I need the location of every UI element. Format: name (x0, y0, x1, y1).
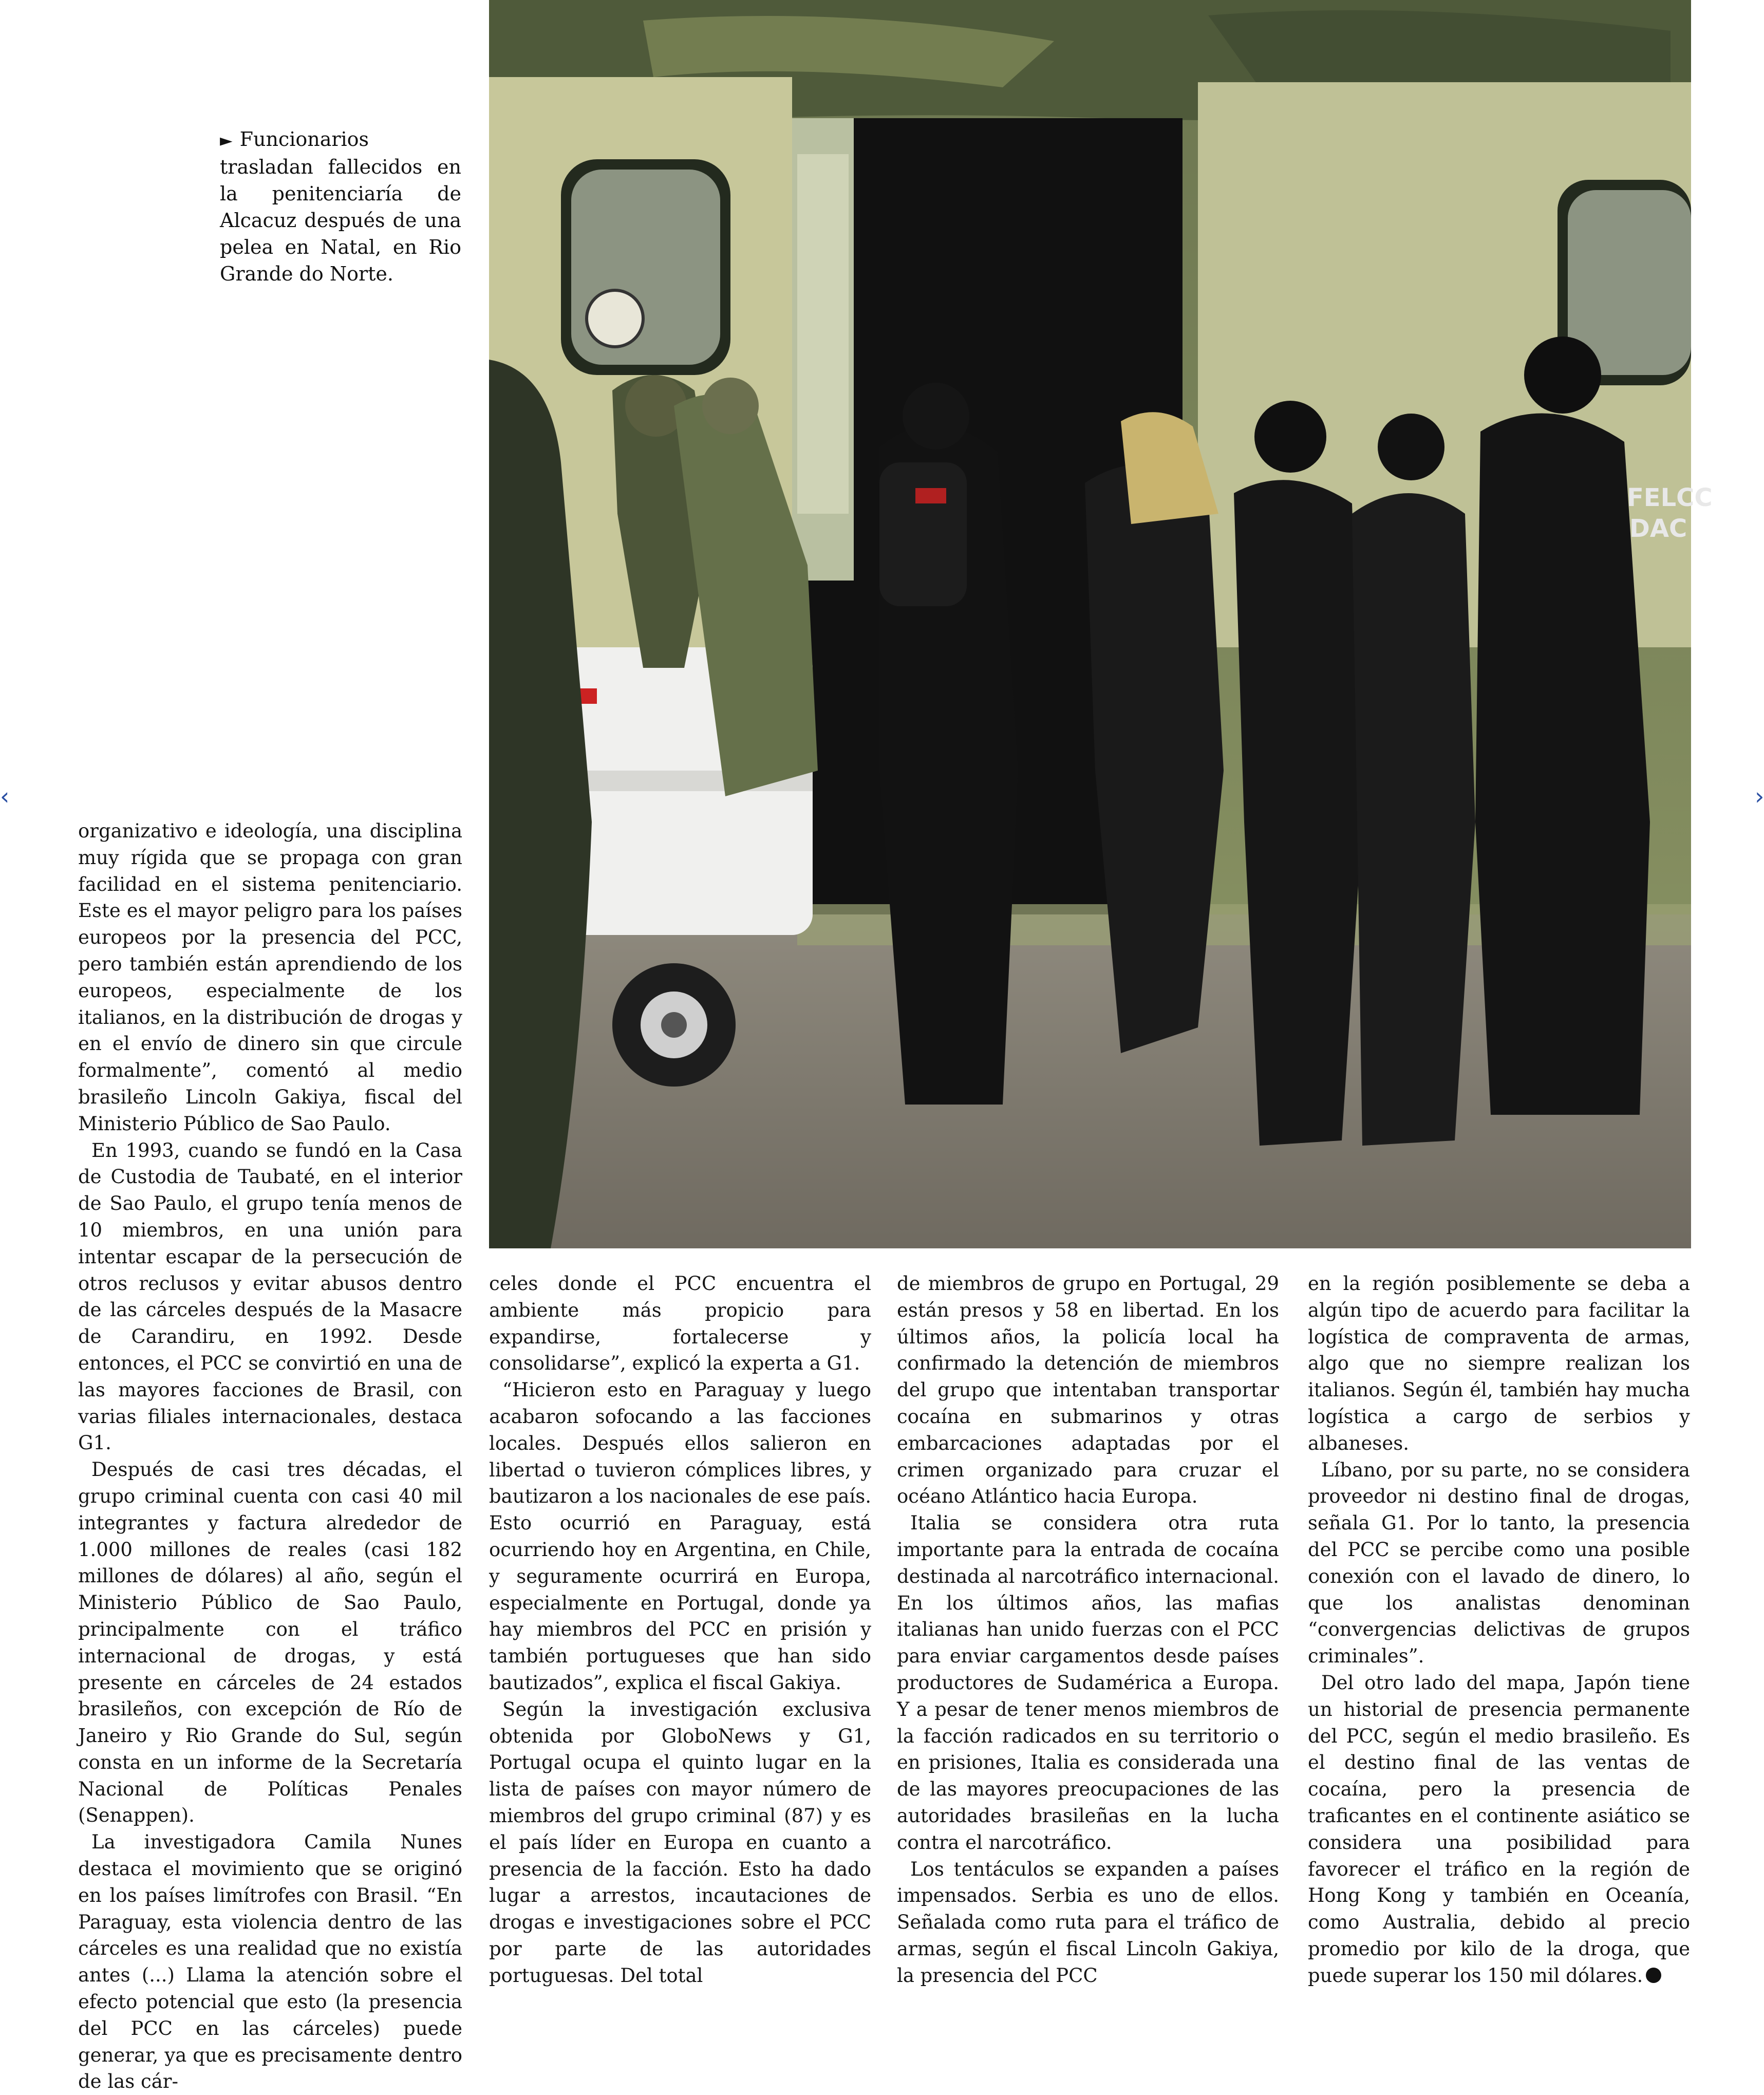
paragraph: La investigadora Camila Nunes destaca el movimiento que se originó en los países limítrofes con Brasil. “En Paraguay, esta violencia dentro de las cárceles es una realidad que no existía antes (...) Llama la atención sobre el efecto potencial que esto (la presencia del PCC en las cárceles) puede generar, ya que es precisamente dentro de las cár- (78, 1831, 462, 2093)
article-column-3 (897, 1270, 1279, 1989)
photo-caption (220, 126, 461, 287)
article-photo (489, 0, 1713, 1248)
paragraph: celes donde el PCC encuentra el ambiente más propicio para expandirse, fortalecerse y consolidarse”, explicó la experta a G1. (489, 1273, 871, 1375)
next-page-arrow[interactable] (1755, 781, 1764, 812)
paragraph: “Hicieron esto en Paraguay y luego acabaron sofocando a las facciones locales. Después ellos salieron en libertad o tuvieron cómplices libres, y bautizaron a los nacionales de ese país. Esto ocurrió en Paraguay, está ocurriendo hoy en Argentina, en Chile, y seguramente ocurrirá en Europa, especialmente en Portugal, donde ya hay miembros del PCC en prisión y también portugueses que han sido bautizados”, explica el fiscal Gakiya. (489, 1379, 871, 1694)
paragraph: Líbano, por su parte, no se considera proveedor ni destino final de drogas, señala G1. Por lo tanto, la presencia del PCC se percibe como una posible conexión con el lavado de dinero, lo que los analistas denominan “convergencias delictivas de grupos criminales”. (1308, 1458, 1690, 1668)
article-column-2 (489, 1270, 871, 1989)
helicopter-scene-illustration (489, 0, 1713, 1248)
paragraph: de miembros de grupo en Portugal, 29 están presos y 58 en libertad. En los últimos años, la policía local ha confirmado la detención de miembros del grupo que intentaban transportar cocaína en submarinos y otras embarcaciones adaptadas por el crimen organizado para cruzar el océano Atlántico hacia Europa. (897, 1273, 1279, 1508)
vest-text-line2: DAC (1629, 514, 1687, 543)
paragraph: Según la investigación exclusiva obtenida por GloboNews y G1, Portugal ocupa el quinto lugar en la lista de países con mayor número de miembros del grupo criminal (87) y es el país líder en Europa en cuanto a presencia de la facción. Esto ha dado lugar a arrestos, incautaciones de drogas e investigaciones sobre el PCC por parte de las autoridades portuguesas. Del total (489, 1698, 871, 1987)
paragraph: organizativo e ideología, una disciplina muy rígida que se propaga con gran facilidad en el sistema penitenciario. Este es el mayor peligro para los países europeos por la presencia del PCC, pero también están aprendiendo de los europeos, especialmente de los italianos, en la distribución de drogas y en el envío de dinero sin que circule formalmente”, comentó al medio brasileño Lincoln Gakiya, fiscal del Ministerio Público de Sao Paulo. (78, 820, 462, 1135)
chevron-left-icon: ‹ (0, 782, 10, 810)
paragraph: en la región posiblemente se deba a algún tipo de acuerdo para facilitar la logística de compraventa de armas, algo que no siempre realizan los italianos. Según él, también hay mucha logística a cargo de serbios y albaneses. (1308, 1273, 1690, 1454)
paragraph: Después de casi tres décadas, el grupo criminal cuenta con casi 40 mil integrantes y factura alrededor de 1.000 millones de reales (casi 182 millones de dólares) al año, según el Ministerio Público de Sao Paulo, principalmente con el tráfico internacional de drogas, y está presente en cárceles de 24 estados brasileños, con excepción de Río de Janeiro y Rio Grande do Sul, según consta en un informe de la Secretaría Nacional de Políticas Penales (Senappen). (78, 1458, 462, 1827)
paragraph: Los tentáculos se expanden a países impensados. Serbia es uno de ellos. Señalada como ruta para el tráfico de armas, según el fiscal Lincoln Gakiya, la presencia del PCC (897, 1858, 1279, 1987)
vest-text-line1: FELCC (1627, 483, 1713, 512)
chevron-right-icon: › (1755, 782, 1764, 810)
paragraph-text: Del otro lado del mapa, Japón tiene un historial de presencia permanente del PCC, según el medio brasileño. Es el destino final de las ventas de cocaína, pero la presencia de traficantes en el continente asiático se considera una posibilidad para favorecer el tráfico en la región de Hong Kong y también en Oceanía, como Australia, debido al precio promedio por kilo de la droga, que puede superar los 150 mil dólares. (1308, 1671, 1690, 1987)
end-of-article-icon (1646, 1968, 1661, 1983)
prev-page-arrow[interactable] (0, 781, 9, 812)
caption-text: Funcionarios trasladan fallecidos en la penitenciaría de Alcacuz después de una pelea en Natal, en Rio Grande do Norte. (220, 128, 461, 285)
paragraph: En 1993, cuando se fundó en la Casa de Custodia de Taubaté, en el interior de Sao Paulo, el grupo tenía menos de 10 miembros, en una unión para intentar escapar de la persecución de otros reclusos y evitar abusos dentro de las cárceles después de la Masacre de Carandiru, en 1992. Desde entonces, el PCC se convirtió en una de las mayores facciones de Brasil, con varias filiales internacionales, destaca G1. (78, 1139, 462, 1454)
article-column-4 (1308, 1270, 1690, 1989)
caption-marker-icon: ► (220, 130, 233, 150)
paragraph: Italia se considera otra ruta importante para la entrada de cocaína destinada al narcotráfico internacional. En los últimos años, las mafias italianas han unido fuerzas con el PCC para enviar cargamentos desde países productores de Sudamérica a Europa. Y a pesar de tener menos miembros de la facción radicados en su territorio o en prisiones, Italia es considerada una de las mayores preocupaciones de las autoridades brasileñas en la lucha contra el narcotráfico. (897, 1512, 1279, 1854)
paragraph (1308, 1670, 1690, 1989)
article-column-1 (78, 818, 462, 2095)
